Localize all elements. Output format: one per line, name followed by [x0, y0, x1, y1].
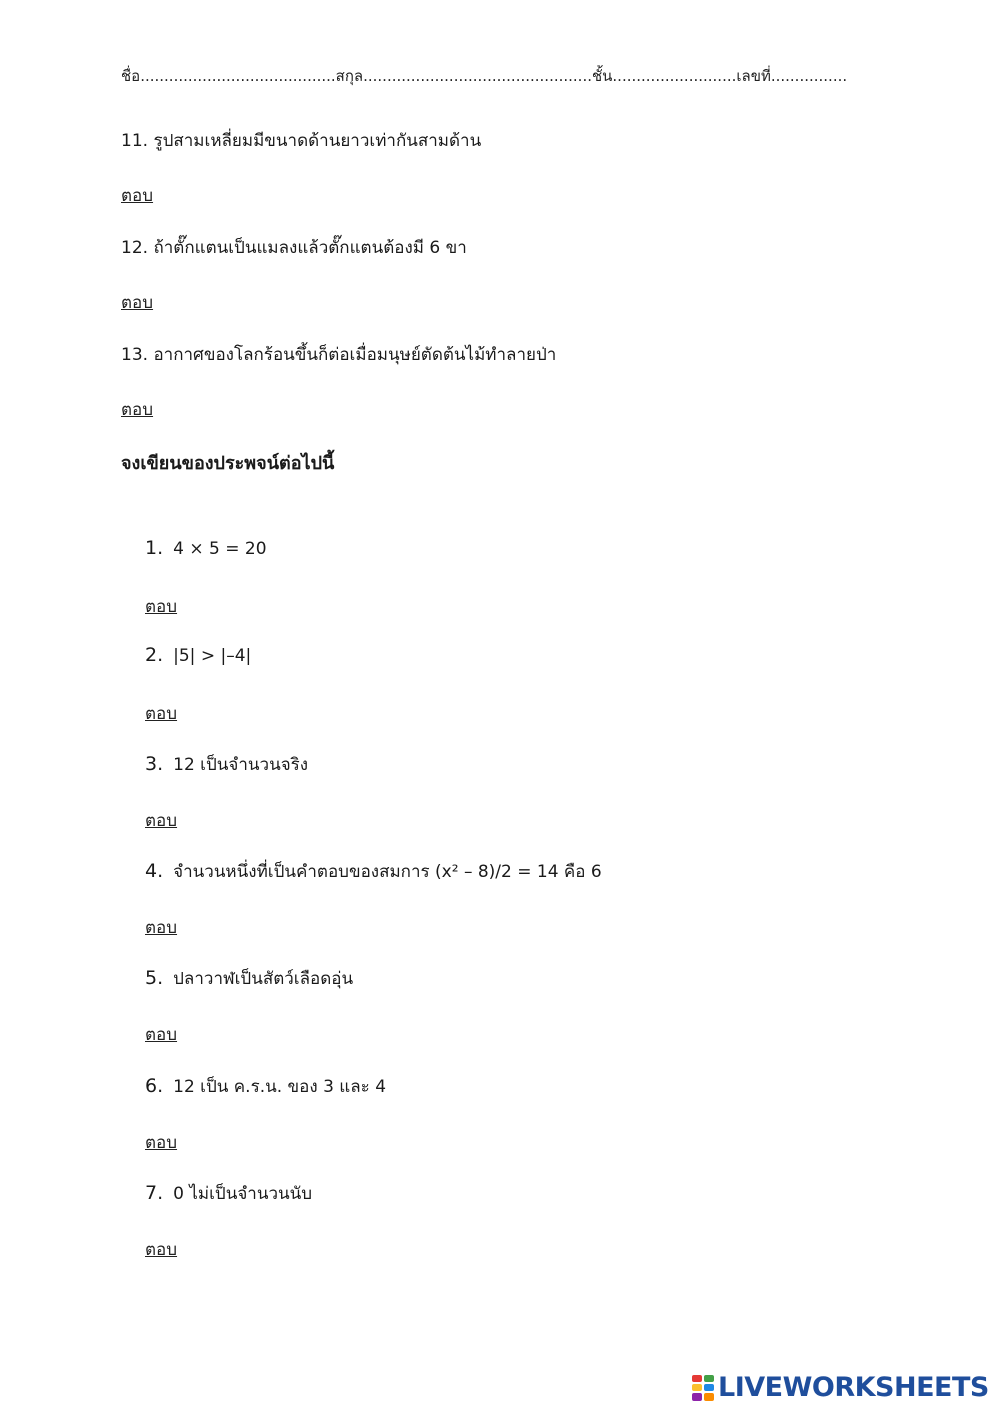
item-3: [145, 751, 308, 778]
question-number: 11.: [121, 131, 149, 151]
answer-label-2[interactable]: ตอบ: [145, 704, 178, 724]
logo-text: LIVEWORKSHEETS: [718, 1372, 989, 1403]
section-title: จงเขียนของประพจน์ต่อไปนี้: [121, 453, 335, 474]
answer-label-6[interactable]: ตอบ: [145, 1133, 178, 1153]
item-number: 3.: [145, 753, 164, 775]
logo-mark-cell: [704, 1384, 714, 1391]
question-13: [121, 341, 556, 368]
item-7: [145, 1180, 312, 1207]
logo-mark-cell: [704, 1375, 714, 1382]
liveworksheets-logo: [692, 1372, 989, 1403]
item-number: 4.: [145, 860, 164, 882]
logo-mark-cell: [692, 1375, 702, 1382]
question-number: 12.: [121, 238, 149, 258]
answer-label-3[interactable]: ตอบ: [145, 811, 178, 831]
question-text: อากาศของโลกร้อนขึ้นก็ต่อเมื่อมนุษย์ตัดต้นไม้ทำลายป่า: [153, 345, 557, 365]
item-number: 6.: [145, 1075, 164, 1097]
item-number: 1.: [145, 537, 164, 559]
answer-label-5[interactable]: ตอบ: [145, 1025, 178, 1045]
item-2: [145, 644, 251, 666]
item-text: จำนวนหนึ่งที่เป็นคำตอบของสมการ (x² – 8)/2 = 14 คือ 6: [173, 862, 602, 882]
answer-label-12[interactable]: ตอบ: [121, 293, 154, 313]
logo-mark-icon: [692, 1375, 714, 1401]
item-text: ปลาวาฬเป็นสัตว์เลือดอุ่น: [173, 969, 354, 989]
item-1: [145, 537, 267, 559]
answer-label-7[interactable]: ตอบ: [145, 1240, 178, 1260]
question-text: รูปสามเหลี่ยมมีขนาดด้านยาวเท่ากันสามด้าน: [153, 131, 482, 151]
logo-mark-cell: [704, 1393, 714, 1400]
answer-label-13[interactable]: ตอบ: [121, 400, 154, 420]
item-number: 7.: [145, 1182, 164, 1204]
item-number: 2.: [145, 644, 164, 666]
question-text: ถ้าตั๊กแตนเป็นแมลงแล้วตั๊กแตนต้องมี 6 ขา: [153, 238, 467, 258]
question-11: [121, 127, 481, 154]
question-number: 13.: [121, 345, 149, 365]
item-text: |5| > |–4|: [173, 646, 252, 666]
item-text: 0 ไม่เป็นจำนวนนับ: [173, 1184, 313, 1204]
item-6: [145, 1073, 386, 1100]
student-info-line: ชื่อ.........................................สกุล................................................ชั้น..........................เลขที่................: [121, 67, 848, 85]
item-4: [145, 858, 602, 885]
item-5: [145, 965, 353, 992]
logo-mark-cell: [692, 1393, 702, 1400]
logo-mark-cell: [692, 1384, 702, 1391]
item-text: 12 เป็น ค.ร.น. ของ 3 และ 4: [173, 1077, 387, 1097]
answer-label-1[interactable]: ตอบ: [145, 597, 178, 617]
answer-label-11[interactable]: ตอบ: [121, 186, 154, 206]
item-text: 12 เป็นจำนวนจริง: [173, 755, 309, 775]
item-text: 4 × 5 = 20: [173, 539, 267, 559]
answer-label-4[interactable]: ตอบ: [145, 918, 178, 938]
question-12: [121, 234, 467, 261]
item-number: 5.: [145, 967, 164, 989]
